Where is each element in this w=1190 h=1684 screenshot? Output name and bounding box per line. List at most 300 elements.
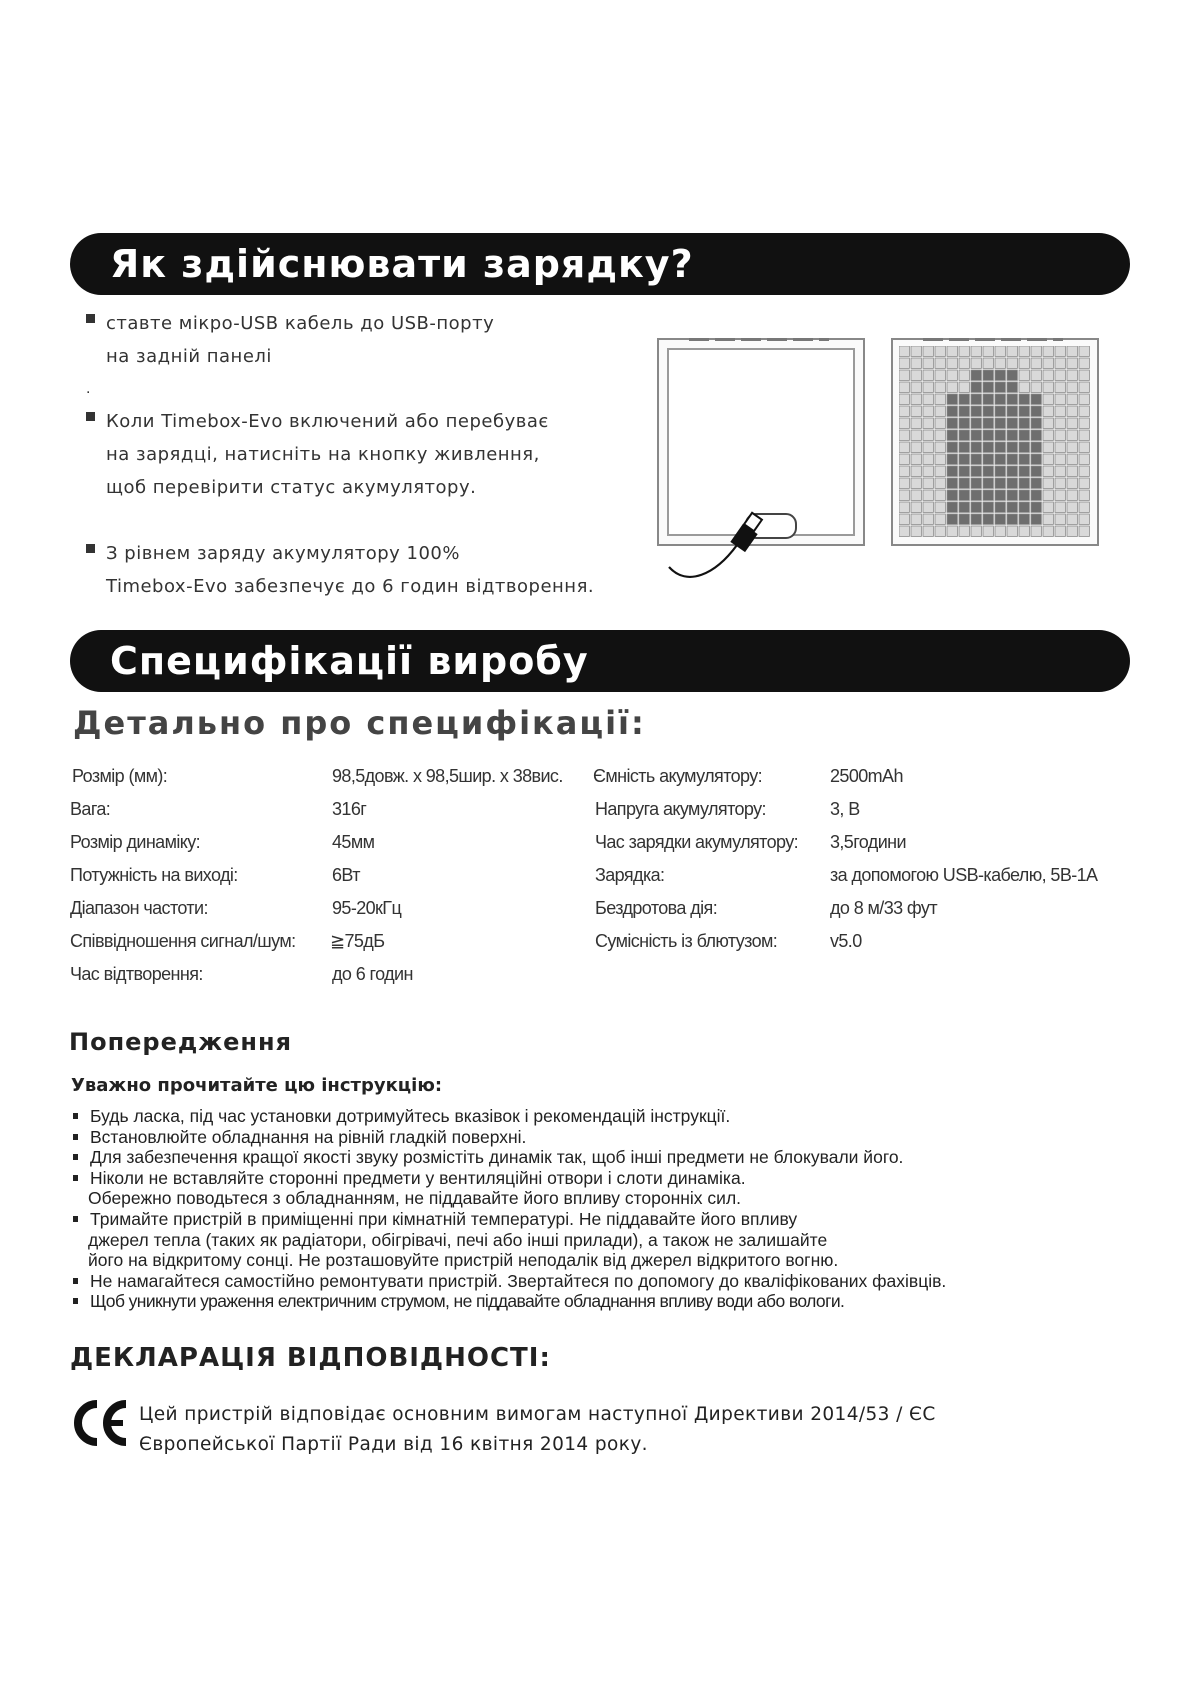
display-pixel bbox=[923, 346, 933, 356]
display-pixel bbox=[1031, 454, 1041, 464]
display-pixel bbox=[1031, 442, 1041, 452]
display-pixel bbox=[899, 406, 909, 416]
display-pixel bbox=[971, 358, 981, 368]
display-pixel bbox=[923, 394, 933, 404]
display-pixel bbox=[899, 454, 909, 464]
display-pixel bbox=[1031, 406, 1041, 416]
display-pixel bbox=[1031, 514, 1041, 524]
spec-label: Час відтворення: bbox=[70, 964, 203, 984]
spec-label: Зарядка: bbox=[595, 865, 665, 885]
display-pixel bbox=[899, 502, 909, 512]
display-pixel bbox=[1043, 430, 1053, 440]
display-pixel bbox=[923, 478, 933, 488]
spec-label: Вага: bbox=[70, 799, 111, 819]
display-pixel bbox=[899, 430, 909, 440]
display-pixel bbox=[1019, 406, 1029, 416]
display-pixel bbox=[1067, 406, 1077, 416]
display-pixel bbox=[1007, 430, 1017, 440]
spec-value: 6Вт bbox=[332, 865, 360, 885]
display-pixel bbox=[899, 526, 909, 536]
spec-label: Співвідношення сигнал/шум: bbox=[70, 931, 296, 951]
display-pixel bbox=[959, 490, 969, 500]
display-pixel bbox=[995, 394, 1005, 404]
charging-bullet-2: Коли Timebox-Evo включений або перебуває на зарядці, натисніть на кнопку живлення, щоб перевірити статус акумулятору. bbox=[86, 405, 646, 504]
display-pixel bbox=[1007, 346, 1017, 356]
display-pixel bbox=[971, 406, 981, 416]
display-pixel bbox=[923, 502, 933, 512]
display-pixel bbox=[1007, 382, 1017, 392]
display-pixel bbox=[935, 466, 945, 476]
display-pixel bbox=[1031, 478, 1041, 488]
display-pixel bbox=[923, 430, 933, 440]
small-bullet-icon bbox=[73, 1298, 78, 1304]
display-pixel bbox=[899, 490, 909, 500]
display-pixel bbox=[935, 478, 945, 488]
square-bullet-icon bbox=[86, 314, 95, 323]
spec-value: 316г bbox=[332, 799, 367, 819]
display-pixel bbox=[1055, 454, 1065, 464]
display-pixel bbox=[1067, 466, 1077, 476]
spec-label: Діапазон частоти: bbox=[70, 898, 208, 918]
display-pixel bbox=[947, 454, 957, 464]
spec-label: Бездротова дія: bbox=[595, 898, 718, 918]
display-pixel bbox=[959, 346, 969, 356]
display-pixel bbox=[935, 526, 945, 536]
display-pixel bbox=[1019, 490, 1029, 500]
display-pixel bbox=[935, 394, 945, 404]
display-pixel bbox=[935, 514, 945, 524]
display-pixel bbox=[983, 502, 993, 512]
display-pixel bbox=[1067, 454, 1077, 464]
display-pixel bbox=[995, 466, 1005, 476]
display-pixel bbox=[1079, 454, 1089, 464]
ce-mark-icon bbox=[70, 1398, 132, 1448]
display-pixel bbox=[959, 370, 969, 380]
display-pixel bbox=[935, 490, 945, 500]
display-pixel bbox=[1067, 490, 1077, 500]
display-pixel bbox=[1079, 478, 1089, 488]
display-pixel bbox=[1055, 382, 1065, 392]
display-pixel bbox=[1007, 394, 1017, 404]
display-pixel bbox=[971, 466, 981, 476]
display-pixel bbox=[1007, 478, 1017, 488]
display-pixel bbox=[1067, 358, 1077, 368]
display-pixel bbox=[1055, 490, 1065, 500]
small-bullet-icon bbox=[73, 1278, 78, 1284]
display-pixel bbox=[899, 394, 909, 404]
warning-item: Для забезпечення кращої якості звуку розмістіть динамік так, щоб інші предмети не блокували його. bbox=[72, 1147, 1152, 1168]
declaration-line: Цей пристрій відповідає основним вимогам наступної Директиви 2014/53 / ЄС bbox=[139, 1404, 936, 1425]
display-pixel bbox=[995, 382, 1005, 392]
display-pixel bbox=[1019, 526, 1029, 536]
display-pixel bbox=[1055, 466, 1065, 476]
display-pixel bbox=[1043, 454, 1053, 464]
display-pixel bbox=[959, 442, 969, 452]
display-pixel bbox=[935, 454, 945, 464]
display-pixel bbox=[995, 454, 1005, 464]
display-pixel bbox=[1019, 514, 1029, 524]
charging-banner bbox=[70, 233, 1130, 295]
display-pixel bbox=[923, 514, 933, 524]
display-pixel bbox=[1055, 442, 1065, 452]
display-pixel bbox=[995, 346, 1005, 356]
display-pixel bbox=[1043, 514, 1053, 524]
display-pixel bbox=[971, 490, 981, 500]
display-pixel bbox=[971, 394, 981, 404]
display-pixel bbox=[923, 490, 933, 500]
display-pixel bbox=[983, 526, 993, 536]
display-pixel bbox=[947, 418, 957, 428]
spec-label: Час зарядки акумулятору: bbox=[595, 832, 799, 852]
declaration-title: ДЕКЛАРАЦІЯ ВІДПОВІДНОСТІ: bbox=[70, 1343, 551, 1373]
display-pixel bbox=[1043, 490, 1053, 500]
display-pixel bbox=[971, 430, 981, 440]
display-pixel bbox=[1079, 394, 1089, 404]
display-pixel bbox=[1043, 406, 1053, 416]
warning-item-continuation: джерел тепла (таких як радіатори, обігрівачі, печі або інші прилади), а також не залишайте bbox=[88, 1229, 828, 1250]
display-pixel bbox=[1031, 490, 1041, 500]
display-pixel bbox=[911, 526, 921, 536]
display-pixel bbox=[1043, 346, 1053, 356]
display-pixel bbox=[911, 430, 921, 440]
display-pixel bbox=[1055, 358, 1065, 368]
display-pixel bbox=[935, 418, 945, 428]
display-pixel bbox=[959, 394, 969, 404]
display-pixel bbox=[899, 346, 909, 356]
display-pixel bbox=[1055, 346, 1065, 356]
display-pixel bbox=[983, 346, 993, 356]
spec-label: Ємність акумулятору: bbox=[593, 766, 763, 786]
device-top-buttons bbox=[689, 338, 829, 341]
small-bullet-icon bbox=[73, 1154, 78, 1160]
display-pixel bbox=[1031, 370, 1041, 380]
display-pixel bbox=[1079, 490, 1089, 500]
warning-list bbox=[72, 1106, 1152, 1312]
display-pixel bbox=[971, 502, 981, 512]
display-pixel bbox=[1055, 514, 1065, 524]
display-pixel bbox=[1055, 430, 1065, 440]
display-pixel bbox=[971, 346, 981, 356]
display-pixel bbox=[911, 370, 921, 380]
display-pixel bbox=[1019, 358, 1029, 368]
display-pixel bbox=[983, 430, 993, 440]
display-pixel bbox=[911, 502, 921, 512]
display-pixel bbox=[1007, 442, 1017, 452]
charging-title: Як здійснювати зарядку? bbox=[110, 242, 694, 286]
display-pixel bbox=[935, 430, 945, 440]
small-bullet-icon bbox=[73, 1216, 78, 1222]
display-pixel bbox=[959, 454, 969, 464]
display-pixel bbox=[1043, 394, 1053, 404]
display-pixel bbox=[971, 418, 981, 428]
declaration-text bbox=[139, 1400, 936, 1460]
display-pixel bbox=[959, 514, 969, 524]
display-pixel bbox=[947, 346, 957, 356]
warning-title: Попередження bbox=[69, 1028, 293, 1056]
display-pixel bbox=[899, 418, 909, 428]
display-pixel bbox=[995, 526, 1005, 536]
spec-value: 3, В bbox=[830, 799, 860, 819]
display-pixel bbox=[1019, 418, 1029, 428]
display-pixel bbox=[971, 370, 981, 380]
display-pixel bbox=[911, 382, 921, 392]
display-pixel bbox=[1043, 382, 1053, 392]
display-pixel bbox=[899, 358, 909, 368]
display-pixel bbox=[947, 442, 957, 452]
display-pixel bbox=[947, 394, 957, 404]
display-pixel bbox=[1043, 358, 1053, 368]
display-pixel bbox=[1007, 490, 1017, 500]
display-pixel bbox=[983, 418, 993, 428]
spec-value: ≧75дБ bbox=[330, 931, 385, 951]
display-pixel bbox=[983, 406, 993, 416]
display-pixel bbox=[959, 466, 969, 476]
display-pixel bbox=[947, 490, 957, 500]
display-pixel bbox=[1019, 466, 1029, 476]
battery-pixel-display bbox=[899, 346, 1091, 538]
display-pixel bbox=[1031, 466, 1041, 476]
display-pixel bbox=[995, 442, 1005, 452]
display-pixel bbox=[995, 514, 1005, 524]
display-pixel bbox=[1079, 526, 1089, 536]
small-bullet-icon bbox=[73, 1113, 78, 1119]
device-top-buttons bbox=[923, 338, 1063, 341]
display-pixel bbox=[1031, 418, 1041, 428]
square-bullet-icon bbox=[86, 544, 95, 553]
display-pixel bbox=[1019, 370, 1029, 380]
small-bullet-icon bbox=[73, 1175, 78, 1181]
display-pixel bbox=[1067, 478, 1077, 488]
display-pixel bbox=[1079, 442, 1089, 452]
spec-value: 3,5години bbox=[830, 832, 906, 852]
display-pixel bbox=[995, 430, 1005, 440]
display-pixel bbox=[1079, 466, 1089, 476]
device-display-illustration bbox=[891, 338, 1099, 546]
charging-bullet-3: З рівнем заряду акумулятору 100% Timebox-Evo забезпечує до 6 годин відтворення. bbox=[86, 537, 646, 603]
spec-label: Розмір динаміку: bbox=[70, 832, 201, 852]
display-pixel bbox=[995, 418, 1005, 428]
display-pixel bbox=[1019, 346, 1029, 356]
display-pixel bbox=[1043, 442, 1053, 452]
display-pixel bbox=[995, 406, 1005, 416]
display-pixel bbox=[995, 370, 1005, 380]
stray-mark: . bbox=[86, 380, 91, 397]
display-pixel bbox=[1067, 514, 1077, 524]
display-pixel bbox=[1067, 418, 1077, 428]
display-pixel bbox=[959, 502, 969, 512]
display-pixel bbox=[1067, 346, 1077, 356]
display-pixel bbox=[1019, 430, 1029, 440]
display-pixel bbox=[995, 502, 1005, 512]
display-pixel bbox=[1043, 466, 1053, 476]
display-pixel bbox=[1031, 502, 1041, 512]
display-pixel bbox=[983, 490, 993, 500]
display-pixel bbox=[995, 478, 1005, 488]
display-pixel bbox=[911, 418, 921, 428]
display-pixel bbox=[947, 502, 957, 512]
display-pixel bbox=[959, 418, 969, 428]
display-pixel bbox=[1079, 430, 1089, 440]
usb-cable-icon bbox=[665, 505, 775, 583]
display-pixel bbox=[923, 454, 933, 464]
display-pixel bbox=[1031, 358, 1041, 368]
display-pixel bbox=[1079, 502, 1089, 512]
display-pixel bbox=[1055, 370, 1065, 380]
specs-title: Специфікації виробу bbox=[110, 639, 589, 683]
display-pixel bbox=[923, 382, 933, 392]
display-pixel bbox=[983, 442, 993, 452]
warning-item: Щоб уникнути ураження електричним струмом, не піддавайте обладнання впливу води або вологи. bbox=[72, 1291, 1152, 1312]
display-pixel bbox=[1007, 466, 1017, 476]
display-pixel bbox=[923, 370, 933, 380]
display-pixel bbox=[983, 358, 993, 368]
display-pixel bbox=[1031, 430, 1041, 440]
display-pixel bbox=[1079, 346, 1089, 356]
spec-value: v5.0 bbox=[830, 931, 862, 951]
spec-value: 98,5довж. x 98,5шир. x 38вис. bbox=[332, 766, 563, 786]
display-pixel bbox=[911, 394, 921, 404]
display-pixel bbox=[1055, 418, 1065, 428]
warning-item-continuation: Обережно поводьтеся з обладнанням, не піддавайте його впливу сторонніх сил. bbox=[88, 1188, 742, 1209]
display-pixel bbox=[1007, 358, 1017, 368]
display-pixel bbox=[1007, 526, 1017, 536]
display-pixel bbox=[899, 514, 909, 524]
spec-value: до 8 м/33 фут bbox=[830, 898, 937, 918]
display-pixel bbox=[1007, 502, 1017, 512]
display-pixel bbox=[1055, 406, 1065, 416]
display-pixel bbox=[1043, 370, 1053, 380]
display-pixel bbox=[923, 406, 933, 416]
display-pixel bbox=[983, 478, 993, 488]
display-pixel bbox=[911, 490, 921, 500]
display-pixel bbox=[1043, 526, 1053, 536]
warning-subtitle: Уважно прочитайте цю інструкцію: bbox=[71, 1075, 443, 1096]
display-pixel bbox=[983, 466, 993, 476]
display-pixel bbox=[1031, 382, 1041, 392]
display-pixel bbox=[911, 346, 921, 356]
display-pixel bbox=[911, 478, 921, 488]
square-bullet-icon bbox=[86, 412, 95, 421]
display-pixel bbox=[959, 478, 969, 488]
display-pixel bbox=[1019, 382, 1029, 392]
display-pixel bbox=[947, 430, 957, 440]
display-pixel bbox=[971, 454, 981, 464]
spec-value: 2500mAh bbox=[830, 766, 903, 786]
display-pixel bbox=[899, 382, 909, 392]
display-pixel bbox=[971, 526, 981, 536]
display-pixel bbox=[935, 358, 945, 368]
display-pixel bbox=[1067, 394, 1077, 404]
display-pixel bbox=[899, 442, 909, 452]
display-pixel bbox=[911, 406, 921, 416]
display-pixel bbox=[1031, 394, 1041, 404]
display-pixel bbox=[971, 478, 981, 488]
display-pixel bbox=[947, 514, 957, 524]
display-pixel bbox=[1007, 370, 1017, 380]
display-pixel bbox=[1067, 370, 1077, 380]
display-pixel bbox=[935, 370, 945, 380]
display-pixel bbox=[971, 514, 981, 524]
warning-item: Будь ласка, під час установки дотримуйтесь вказівок і рекомендацій інструкції. bbox=[72, 1106, 1152, 1127]
display-pixel bbox=[935, 346, 945, 356]
display-pixel bbox=[935, 382, 945, 392]
display-pixel bbox=[923, 466, 933, 476]
display-pixel bbox=[1019, 478, 1029, 488]
display-pixel bbox=[947, 358, 957, 368]
display-pixel bbox=[1043, 418, 1053, 428]
display-pixel bbox=[911, 454, 921, 464]
display-pixel bbox=[983, 382, 993, 392]
spec-label: Напруга акумулятору: bbox=[595, 799, 766, 819]
spec-label: Розмір (мм): bbox=[72, 766, 168, 786]
display-pixel bbox=[911, 358, 921, 368]
display-pixel bbox=[1067, 430, 1077, 440]
display-pixel bbox=[959, 382, 969, 392]
display-pixel bbox=[947, 406, 957, 416]
warning-item-continuation: його на відкритому сонці. Не розташовуйте пристрій неподалік від джерел відкритого вогню. bbox=[88, 1250, 839, 1271]
display-pixel bbox=[1031, 346, 1041, 356]
display-pixel bbox=[911, 514, 921, 524]
display-pixel bbox=[947, 382, 957, 392]
display-pixel bbox=[935, 502, 945, 512]
display-pixel bbox=[1067, 382, 1077, 392]
display-pixel bbox=[947, 370, 957, 380]
display-pixel bbox=[1067, 502, 1077, 512]
display-pixel bbox=[935, 406, 945, 416]
charging-bullet-1: ставте мікро-USB кабель до USB-порту на задній панелі bbox=[86, 307, 646, 373]
display-pixel bbox=[1055, 394, 1065, 404]
display-pixel bbox=[971, 382, 981, 392]
display-pixel bbox=[1019, 454, 1029, 464]
spec-value: 45мм bbox=[332, 832, 375, 852]
display-pixel bbox=[1079, 370, 1089, 380]
display-pixel bbox=[1079, 406, 1089, 416]
display-pixel bbox=[899, 370, 909, 380]
warning-item: Ніколи не вставляйте сторонні предмети у вентиляційні отвори і слоти динаміка. bbox=[72, 1168, 1152, 1189]
display-pixel bbox=[1019, 442, 1029, 452]
spec-value: за допомогою USB-кабелю, 5В-1А bbox=[830, 865, 1098, 885]
display-pixel bbox=[923, 526, 933, 536]
display-pixel bbox=[923, 442, 933, 452]
display-pixel bbox=[1007, 406, 1017, 416]
display-pixel bbox=[911, 442, 921, 452]
display-pixel bbox=[1007, 418, 1017, 428]
display-pixel bbox=[1055, 502, 1065, 512]
display-pixel bbox=[971, 442, 981, 452]
warning-item: Тримайте пристрій в приміщенні при кімнатній температурі. Не піддавайте його впливу bbox=[72, 1209, 1152, 1230]
display-pixel bbox=[983, 454, 993, 464]
display-pixel bbox=[1019, 502, 1029, 512]
display-pixel bbox=[1007, 454, 1017, 464]
warning-item: Не намагайтеся самостійно ремонтувати пристрій. Звертайтеся по допомогу до кваліфікованих фахівців. bbox=[72, 1271, 1152, 1292]
display-pixel bbox=[1007, 514, 1017, 524]
display-pixel bbox=[1031, 526, 1041, 536]
display-pixel bbox=[899, 478, 909, 488]
spec-value: до 6 годин bbox=[332, 964, 413, 984]
display-pixel bbox=[1067, 526, 1077, 536]
display-pixel bbox=[1055, 478, 1065, 488]
display-pixel bbox=[959, 406, 969, 416]
display-pixel bbox=[1079, 382, 1089, 392]
display-pixel bbox=[983, 514, 993, 524]
spec-value: 95-20кГц bbox=[332, 898, 402, 918]
spec-label: Сумісність із блютузом: bbox=[595, 931, 778, 951]
display-pixel bbox=[1019, 394, 1029, 404]
display-pixel bbox=[995, 490, 1005, 500]
display-pixel bbox=[1067, 442, 1077, 452]
warning-item: Встановлюйте обладнання на рівній гладкій поверхні. bbox=[72, 1127, 1152, 1148]
specs-subtitle: Детально про специфікації: bbox=[73, 704, 646, 742]
